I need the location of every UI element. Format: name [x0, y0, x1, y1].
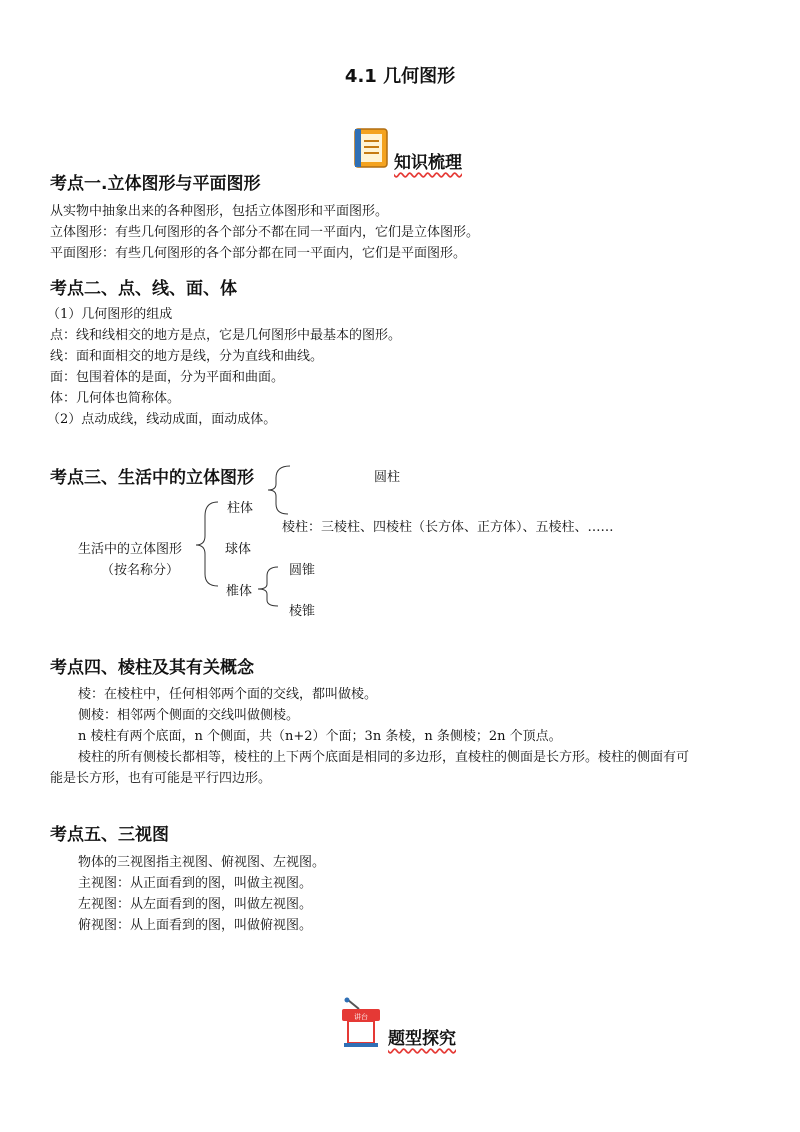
text-line: 棱：在棱柱中，任何相邻两个面的交线，都叫做棱。 — [78, 687, 378, 702]
text-line: 点：线和线相交的地方是点，它是几何图形中最基本的图形。 — [50, 328, 402, 343]
section-heading-1: 考点一.立体图形与平面图形 — [50, 174, 261, 194]
text-line: 从实物中抽象出来的各种图形，包括立体图形和平面图形。 — [50, 204, 389, 219]
tree-node-lengzhui: 棱锥 — [289, 604, 316, 619]
text-line: （2）点动成线，线动成面，面动成体。 — [47, 412, 277, 427]
text-line: 立体图形：有些几何图形的各个部分不都在同一平面内，它们是立体图形。 — [50, 225, 480, 240]
text-line: 侧棱：相邻两个侧面的交线叫做侧棱。 — [78, 708, 300, 723]
podium-label: 讲台 — [354, 1013, 368, 1021]
podium-icon — [338, 997, 384, 1049]
section-4-body — [50, 684, 760, 789]
text-line: 棱柱的所有侧棱长都相等，棱柱的上下两个底面是相同的多边形，直棱柱的侧面是长方形。棱柱的侧面有可 — [78, 750, 690, 765]
text-line: 线：面和面相交的地方是线，分为直线和曲线。 — [50, 349, 324, 364]
explore-badge — [338, 997, 384, 1053]
section-heading-5: 考点五、三视图 — [50, 825, 169, 845]
text-line: 面：包围着体的是面，分为平面和曲面。 — [50, 370, 285, 385]
explore-badge-label: 题型探究 — [388, 1029, 456, 1049]
tree-node-lengzhu: 棱柱：三棱柱、四棱柱（长方体、正方体）、五棱柱、…… — [282, 520, 614, 535]
text-line: 左视图：从左面看到的图，叫做左视图。 — [78, 897, 313, 912]
knowledge-badge-label: 知识梳理 — [394, 153, 462, 173]
section-heading-3: 考点三、生活中的立体图形 — [50, 468, 254, 488]
text-line: 平面图形：有些几何图形的各个部分都在同一平面内，它们是平面图形。 — [50, 246, 467, 261]
text-line: 主视图：从正面看到的图，叫做主视图。 — [78, 876, 313, 891]
section-heading-4: 考点四、棱柱及其有关概念 — [50, 658, 254, 678]
tree-root-sub: （按名称分） — [101, 563, 180, 578]
section-heading-2: 考点二、点、线、面、体 — [50, 279, 237, 299]
tree-node-qiuti: 球体 — [225, 542, 252, 557]
section-5-body — [78, 852, 325, 936]
text-line: 体：几何体也简称体。 — [50, 391, 181, 406]
tree-root: 生活中的立体图形 — [78, 542, 183, 557]
text-line: 能是长方形，也有可能是平行四边形。 — [50, 771, 272, 786]
page-title: 4.1 几何图形 — [344, 66, 456, 87]
tree-node-zhuiti: 椎体 — [226, 584, 253, 599]
text-line: （1）几何图形的组成 — [47, 307, 173, 322]
text-line: 俯视图：从上面看到的图，叫做俯视图。 — [78, 918, 313, 933]
tree-node-zhuti: 柱体 — [227, 501, 254, 516]
tree-node-yuanzhui: 圆锥 — [289, 563, 316, 578]
text-line: n 棱柱有两个底面，n 个侧面，共（n+2）个面；3n 条棱，n 条侧棱；2n 个顶点。 — [78, 729, 562, 744]
text-line: 物体的三视图指主视图、俯视图、左视图。 — [78, 855, 326, 870]
tree-node-yuanzhu: 圆柱 — [374, 470, 401, 485]
